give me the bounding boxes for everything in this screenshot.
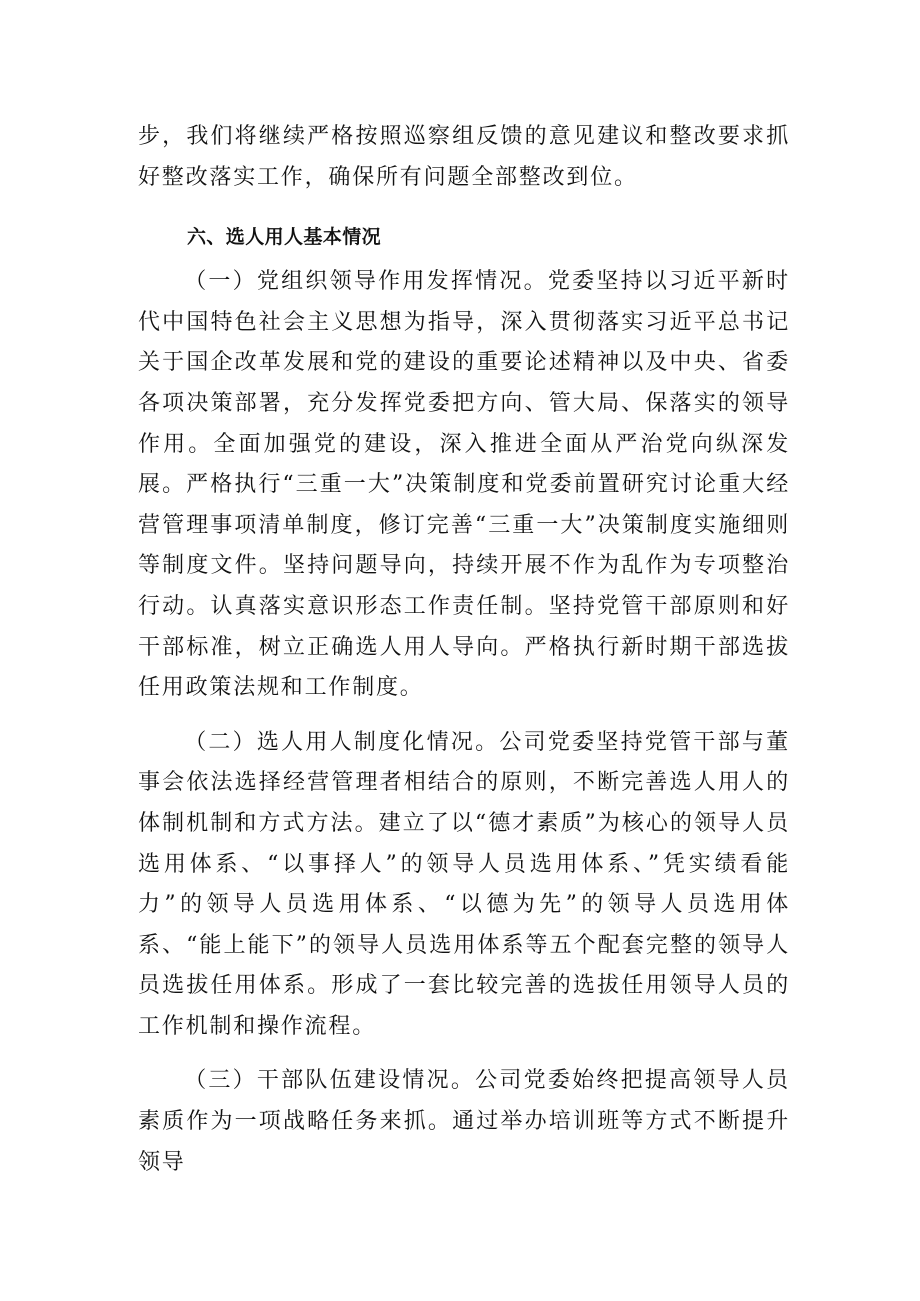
paragraph-party-leadership: （一）党组织领导作用发挥情况。党委坚持以习近平新时代中国特色社会主义思想为指导，深入贯彻落实习近平总书记关于国企改革发展和党的建设的重要论述精神以及中央、省委各项决策部署，充分发挥党委把方向、管大局、保落实的领导作用。全面加强党的建设，深入推进全面从严治党向纵深发展。严格执行“三重一大”决策制度和党委前置研究讨论重大经营管理事项清单制度，修订完善“三重一大”决策制度实施细则等制度文件。坚持问题导向，持续开展不作为乱作为专项整治行动。认真落实意识形态工作责任制。坚持党管干部原则和好干部标准，树立正确选人用人导向。严格执行新时期干部选拔任用政策法规和工作制度。	[138, 269, 790, 701]
paragraph-selection-system: （二）选人用人制度化情况。公司党委坚持党管干部与董事会依法选择经营管理者相结合的原则，不断完善选人用人的体制机制和方式方法。建立了以“德才素质”为核心的领导人员选用体系、“以事择人”的领导人员选用体系、”凭实绩看能力”的领导人员选用体系、“以德为先”的领导人员选用体系、“能上能下”的领导人员选用体系等五个配套完整的领导人员选拔任用体系。形成了一套比较完善的选拔任用领导人员的工作机制和操作流程。	[138, 729, 790, 1039]
paragraph-cadre-team: （三）干部队伍建设情况。公司党委始终把提高领导人员素质作为一项战略任务来抓。通过举办培训班等方式不断提升领导	[138, 1068, 790, 1175]
section-heading: 六、选人用人基本情况	[187, 226, 382, 249]
continued-paragraph: 步，我们将继续严格按照巡察组反馈的意见建议和整改要求抓好整改落实工作，确保所有问题全部整改到位。	[138, 124, 790, 190]
document-page	[138, 117, 790, 1183]
